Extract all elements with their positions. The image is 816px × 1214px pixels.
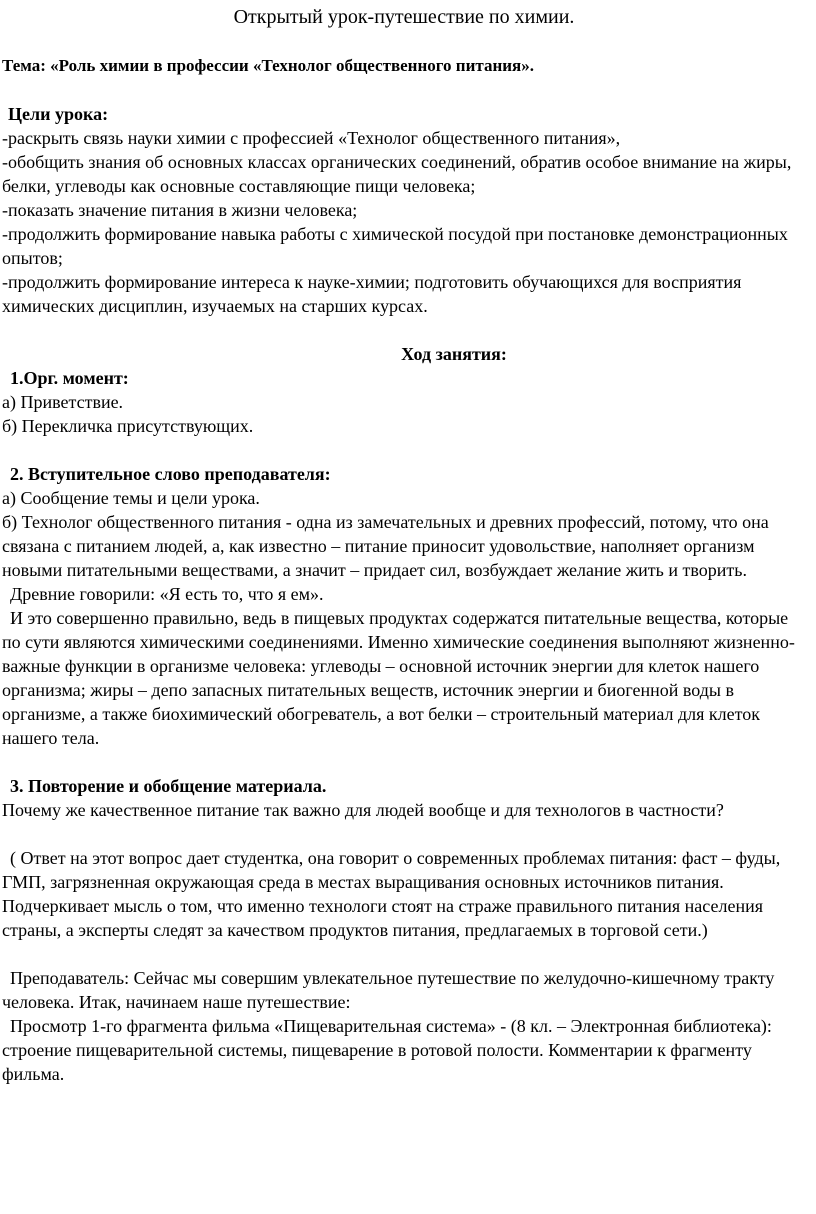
spacer — [2, 750, 806, 774]
lesson-topic: Тема: «Роль химии в профессии «Технолог общественного питания». — [2, 56, 534, 75]
course-heading: Ход занятия: — [401, 344, 507, 364]
goal-item: -продолжить формирование интереса к науке-химии; подготовить обучающихся для восприятия химических дисциплин, изучаемых на старших курсах. — [2, 272, 742, 316]
section1-heading: 1.Орг. момент: — [10, 368, 129, 388]
section3-teacher — [2, 966, 806, 1014]
document-title: Открытый урок-путешествие по химии. — [233, 6, 575, 28]
section3-film-text: Просмотр 1-го фрагмента фильма «Пищеварительная система» - (8 кл. – Электронная библиотека): строение пищеварительной системы, пищеварение в ротовой полости. Комментарии к фрагменту фильма. — [2, 1016, 772, 1084]
section2-quote: Древние говорили: «Я есть то, что я ем». — [10, 584, 324, 604]
spacer — [2, 438, 806, 462]
section2-paragraph-text: И это совершенно правильно, ведь в пищевых продуктах содержатся питательные вещества, которые по сути являются химическими соединениями. Именно химические соединения выполняют жизненно-важные функции в организме человека: углеводы – основной источник энергии для клеток нашего организма; жиры – депо запасных питательных веществ, источник энергии и биогенной воды в организме, а также биохимический обогреватель, а вот белки – строительный материал для клеток нашего тела. — [2, 608, 795, 748]
goals-heading: Цели урока: — [8, 104, 109, 124]
section2-heading: 2. Вступительное слово преподавателя: — [10, 464, 331, 484]
goal-item: -показать значение питания в жизни человека; — [2, 200, 358, 220]
section3-teacher-text: Преподаватель: Сейчас мы совершим увлекательное путешествие по желудочно-кишечному тракту человека. Итак, начинаем наше путешествие: — [2, 968, 775, 1012]
goal-item: -обобщить знания об основных классах органических соединений, обратив особое внимание на жиры, белки, углеводы как основные составляющие пищи человека; — [2, 152, 792, 196]
goal-item: -продолжить формирование навыка работы с химической посудой при постановке демонстрационных опытов; — [2, 224, 788, 268]
section2-paragraph — [2, 606, 806, 750]
section1-item: а) Приветствие. — [2, 392, 124, 412]
section3-film — [2, 1014, 806, 1086]
spacer — [2, 942, 806, 966]
section3-heading: 3. Повторение и обобщение материала. — [10, 776, 327, 796]
section3-answer — [2, 846, 806, 942]
section3-question: Почему же качественное питание так важно для людей вообще и для технологов в частности? — [2, 800, 724, 820]
section2-item-a: а) Сообщение темы и цели урока. — [2, 488, 260, 508]
spacer — [2, 822, 806, 846]
goal-item: -раскрыть связь науки химии с профессией «Технолог общественного питания», — [2, 128, 621, 148]
section3-answer-text: ( Ответ на этот вопрос дает студентка, она говорит о современных проблемах питания: фаст – фуды, ГМП, загрязненная окружающая среда в местах выращивания основных источников питания. Подчеркивает мысль о том, что именно технологи стоят на страже правильного питания населения страны, а эксперты следят за качеством продуктов питания, предлагаемых в торговой сети.) — [2, 848, 781, 940]
section1-item: б) Перекличка присутствующих. — [2, 416, 254, 436]
goals-list — [2, 126, 806, 318]
section2-item-b: б) Технолог общественного питания - одна из замечательных и древних профессий, потому, что она связана с питанием людей, а, как известно – питание приносит удовольствие, наполняет организм новыми питательными веществами, а значит – придает сил, возбуждает желание жить и творить. — [2, 512, 769, 580]
